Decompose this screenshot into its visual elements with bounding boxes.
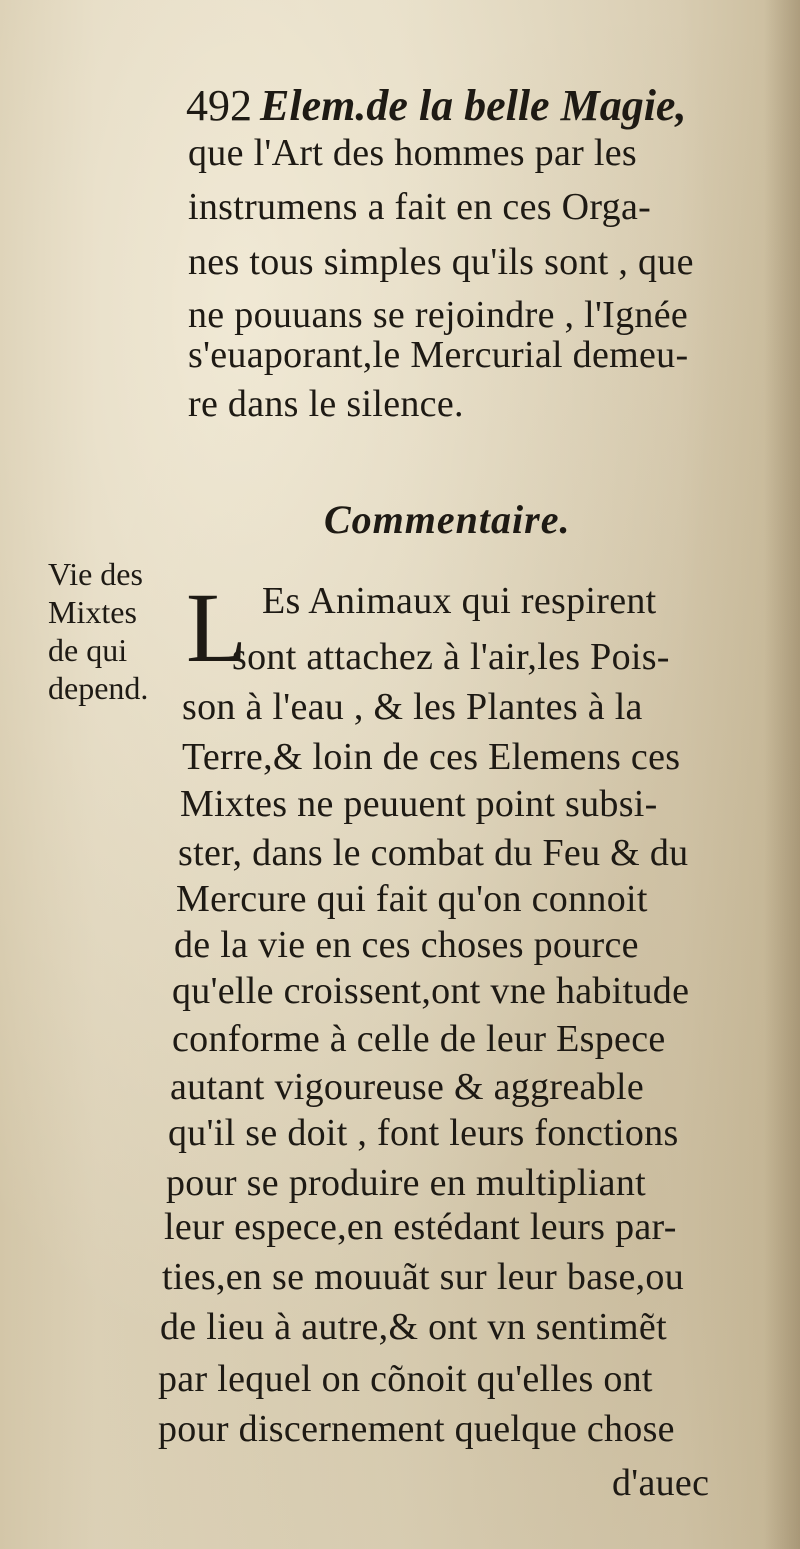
text-line: pour discernement quelque chose xyxy=(158,1408,675,1450)
text-line: conforme à celle de leur Espece xyxy=(172,1018,666,1060)
running-title: Elem.de la belle Magie, xyxy=(260,81,687,130)
text-line: re dans le silence. xyxy=(188,383,464,425)
text-line: que l'Art des hommes par les xyxy=(188,132,637,174)
text-line: Terre,& loin de ces Elemens ces xyxy=(182,736,681,778)
text-line: instrumens a fait en ces Orga- xyxy=(188,186,652,228)
text-line: de la vie en ces choses pource xyxy=(174,924,639,966)
text-line: qu'il se doit , font leurs fonctions xyxy=(168,1112,679,1154)
text-line: ster, dans le combat du Feu & du xyxy=(178,832,689,874)
catchword: d'auec xyxy=(612,1462,710,1504)
text-line: Mixtes ne peuuent point subsi- xyxy=(180,783,658,825)
drop-capital: L xyxy=(186,572,248,683)
margin-note-line: Vie des xyxy=(48,556,143,592)
page-edge-shadow xyxy=(764,0,800,1549)
text-line: autant vigoureuse & aggreable xyxy=(170,1066,645,1108)
margin-note-line: Mixtes xyxy=(48,594,137,630)
text-line: nes tous simples qu'ils sont , que xyxy=(188,241,694,283)
text-line: Mercure qui fait qu'on connoit xyxy=(176,878,648,920)
text-line: par lequel on cõnoit qu'elles ont xyxy=(158,1358,653,1400)
text-line: ties,en se mouuãt sur leur base,ou xyxy=(162,1256,685,1298)
text-line: de lieu à autre,& ont vn sentimẽt xyxy=(160,1306,667,1348)
text-line: Es Animaux qui respirent xyxy=(262,580,657,622)
page-number: 492 xyxy=(186,81,252,130)
text-line: s'euaporant,le Mercurial demeu- xyxy=(188,334,689,376)
text-line: leur espece,en estédant leurs par- xyxy=(164,1206,677,1248)
margin-note-line: de qui xyxy=(48,632,128,668)
text-line: pour se produire en multipliant xyxy=(166,1162,646,1204)
text-line: qu'elle croissent,ont vne habitude xyxy=(172,970,690,1012)
text-line: ne pouuans se rejoindre , l'Ignée xyxy=(188,294,689,336)
text-line: sont attachez à l'air,les Pois- xyxy=(232,636,670,678)
margin-note-line: depend. xyxy=(48,670,149,706)
text-line: son à l'eau , & les Plantes à la xyxy=(182,686,643,728)
section-heading: Commentaire. xyxy=(324,497,571,542)
running-header xyxy=(186,80,686,131)
